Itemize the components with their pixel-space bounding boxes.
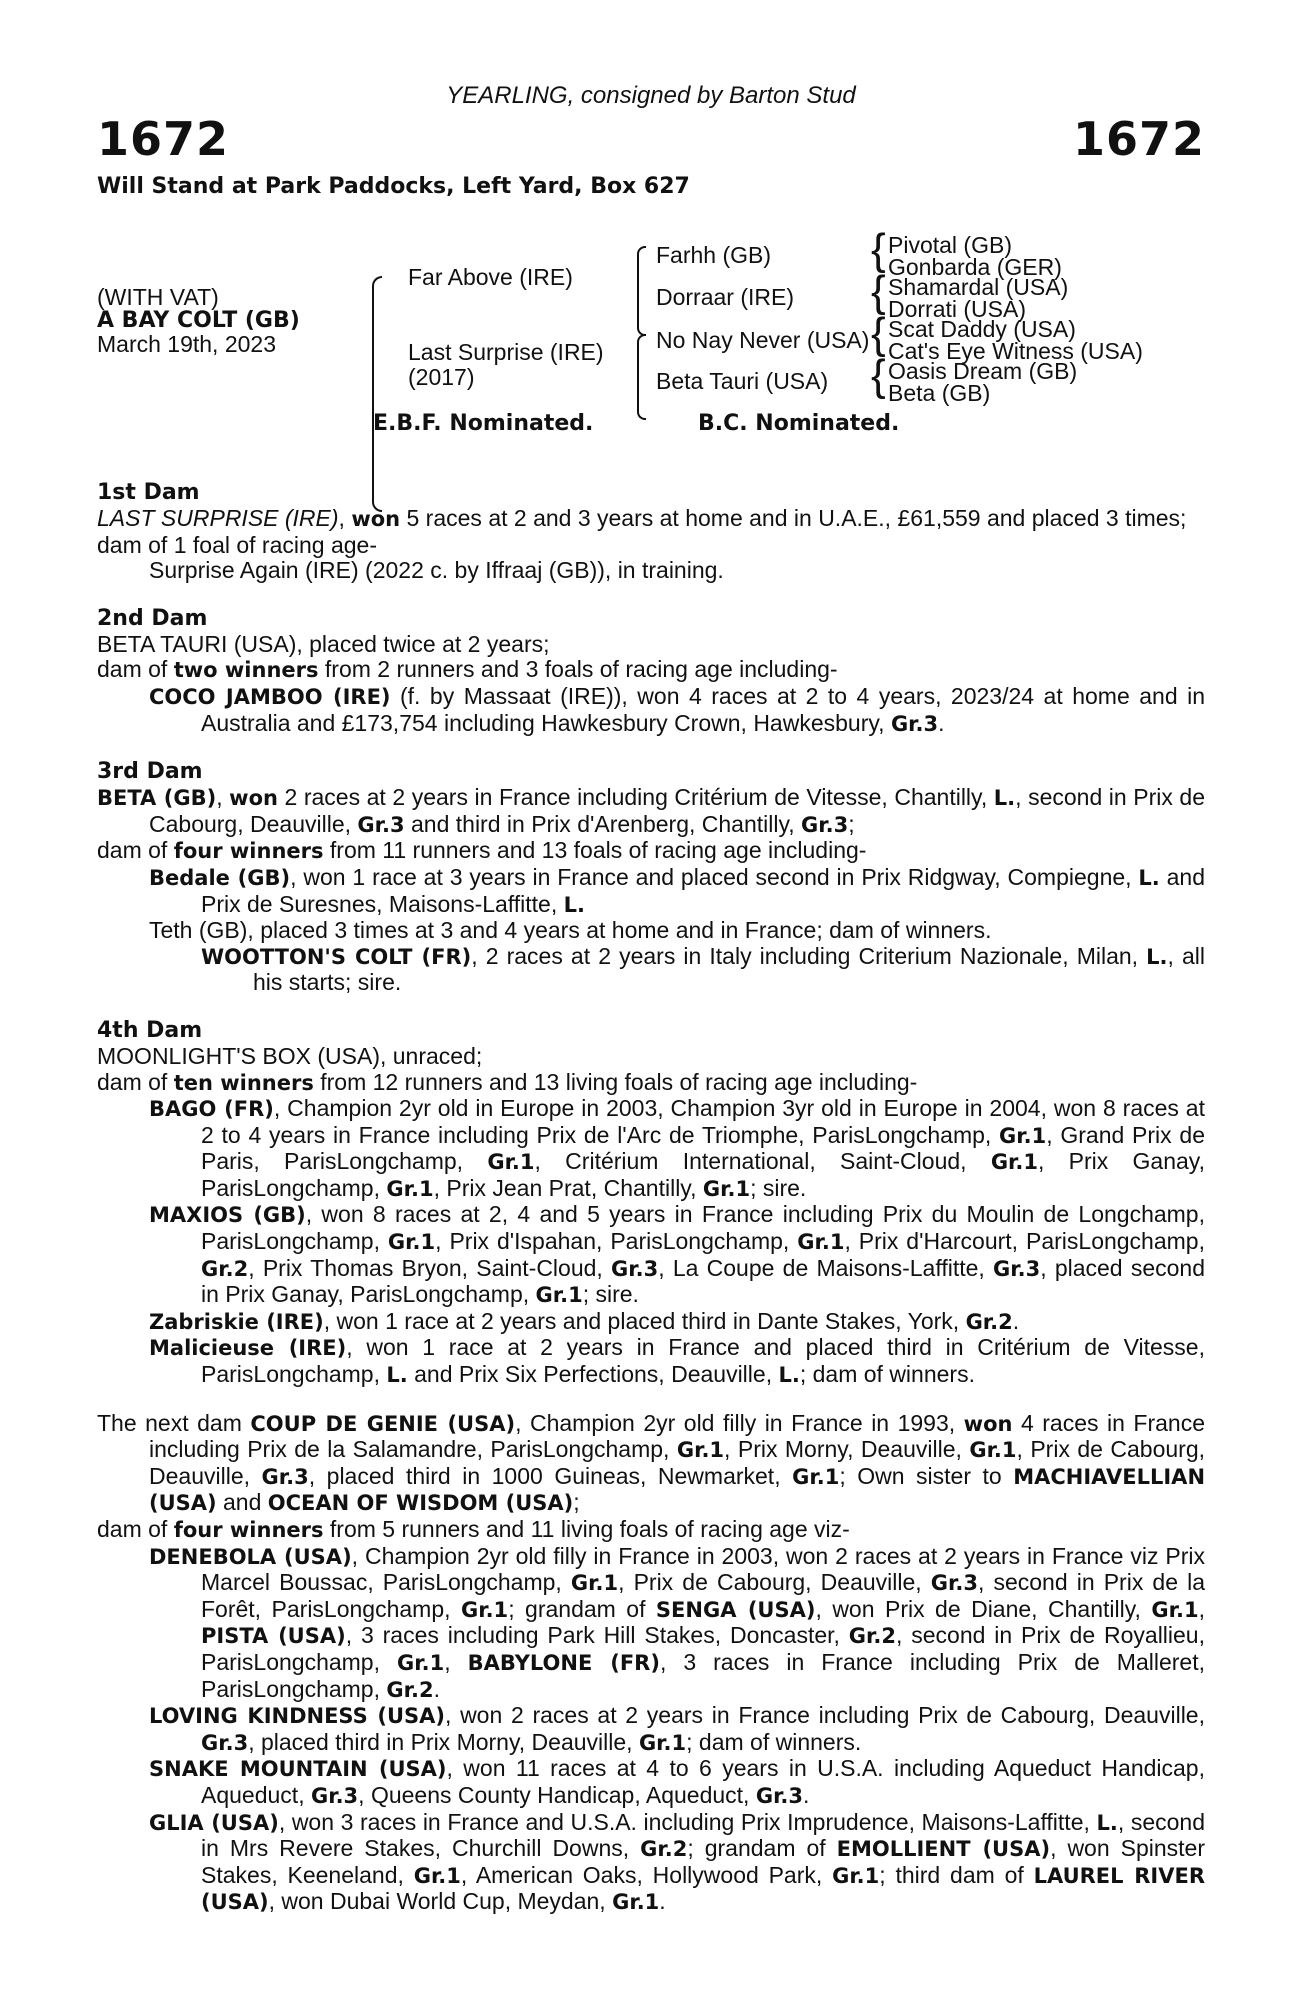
progeny-entry: GLIA (USA), won 3 races in France and U.S.A. including Prix Imprudence, Maisons-Laffitte, L., second in Mrs Revere Stakes, Churchill Downs, Gr.2; grandam of EMOLLIENT (USA), won Spinster Stakes, Keeneland, Gr.1, American Oaks, Hollywood Park, Gr.1; third dam of LAUREL RIVER (USA), won Dubai World Cup, Meydan, Gr.1. — [149, 1808, 1205, 1915]
consignor-line: YEARLING, consigned by Barton Stud — [446, 82, 856, 109]
curly-brace-3: { — [871, 309, 886, 358]
section-heading: 3rd Dam — [97, 759, 203, 785]
progeny-entry: SNAKE MOUNTAIN (USA), won 11 races at 4 to 6 years in U.S.A. including Aqueduct Handicap, Aqueduct, Gr.3, Queens County Handicap, Aqueduct, Gr.3. — [149, 1755, 1205, 1808]
curly-brace-4: { — [871, 351, 886, 400]
dam-of-line: dam of four winners from 11 runners and 13 foals of racing age including- — [97, 837, 867, 864]
dam-dam-dam: Beta (GB) — [888, 380, 991, 406]
foaling-date: March 19th, 2023 — [97, 331, 277, 357]
dam-of-line: dam of 1 foal of racing age- — [97, 531, 377, 558]
second-dam-record: BETA TAURI (USA), placed twice at 2 years; — [97, 630, 550, 657]
section-heading: 2nd Dam — [97, 605, 208, 631]
progeny-entry: LOVING KINDNESS (USA), won 2 races at 2 years in France including Prix de Cabourg, Deauville, Gr.3, placed third in Prix Morny, Deauville, Gr.1; dam of winners. — [149, 1702, 1205, 1755]
dam-of-line: dam of two winners from 2 runners and 3 foals of racing age including- — [97, 656, 838, 683]
third-dam-record: BETA (GB), won 2 races at 2 years in France including Critérium de Vitesse, Chantilly, L., second in Prix de Cabourg, Deauville, Gr.3 and third in Prix d'Arenberg, Chantilly, Gr.3; — [97, 784, 1205, 837]
dam-record: 5 races at 2 and 3 years at home and in U.A.E., £61,559 and placed 3 times; — [400, 505, 1187, 531]
dam-of-line: dam of four winners from 5 runners and 11 living foals of racing age viz- — [97, 1516, 850, 1542]
sire-name: Far Above (IRE) — [408, 264, 573, 290]
lot-number-right: 1672 — [1072, 112, 1205, 166]
sire-dam-sire: Shamardal (USA) — [888, 274, 1069, 300]
first-dam-record: LAST SURPRISE (IRE), won 5 races at 2 and 3 years at home and in U.A.E., £61,559 and placed 3 times; — [97, 505, 1187, 531]
grand-progeny-entry: WOOTTON'S COLT (FR), 2 races at 2 years in Italy including Criterium Nazionale, Milan, L., all his starts; sire. — [201, 942, 1205, 996]
pedigree-table — [97, 196, 1205, 516]
progeny-entry: COCO JAMBOO (IRE) (f. by Massaat (IRE)), won 4 races at 2 to 4 years, 2023/24 at home and in Australia and £173,754 including Hawkesbury Crown, Hawkesbury, Gr.3. — [149, 682, 1205, 736]
sire-dam: Dorraar (IRE) — [656, 284, 795, 310]
dam-dam: Beta Tauri (USA) — [656, 368, 829, 394]
progeny-entry: Bedale (GB), won 1 race at 3 years in France and placed second in Prix Ridgway, Compiegne, L. and Prix de Suresnes, Maisons-Laffitte, L. — [149, 863, 1205, 917]
progeny-entry: BAGO (FR), Champion 2yr old in Europe in 2003, Champion 3yr old in Europe in 2004, won 8 races at 2 to 4 years in France including Prix de l'Arc de Triomphe, ParisLongchamp, Gr.1, Grand Prix de Paris, ParisLongchamp, Gr.1, Critérium International, Saint-Cloud, Gr.1, Prix Ganay, ParisLongchamp, Gr.1, Prix Jean Prat, Chantilly, Gr.1; sire. — [149, 1095, 1205, 1201]
next-dam-section — [97, 1411, 1205, 1916]
dam-year: (2017) — [408, 364, 475, 390]
fourth-dam-section — [97, 1018, 1205, 1389]
dam-brace — [637, 334, 646, 420]
sire-sire-dam: Gonbarda (GER) — [888, 254, 1062, 280]
main-brace — [372, 276, 382, 512]
section-heading: 4th Dam — [97, 1017, 203, 1043]
next-dam-record: The next dam COUP DE GENIE (USA), Champion 2yr old filly in France in 1993, won 4 races in France including Prix de la Salamandre, ParisLongchamp, Gr.1, Prix Morny, Deauville, Gr.1, Prix de Cabourg, Deauville, Gr.3, placed third in 1000 Guineas, Newmarket, Gr.1; Own sister to MACHIAVELLIAN (USA) and OCEAN OF WISDOM (USA); — [97, 1409, 1206, 1516]
progeny-entry: Malicieuse (IRE), won 1 race at 2 years in France and placed third in Critérium de Vitesse, ParisLongchamp, L. and Prix Six Perfections, Deauville, L.; dam of winners. — [149, 1334, 1205, 1388]
vat-note: (WITH VAT) — [97, 284, 219, 310]
progeny-entry: Surprise Again (IRE) (2022 c. by Iffraaj (GB)), in training. — [149, 557, 724, 584]
progeny-entry: Teth (GB), placed 3 times at 3 and 4 years at home and in France; dam of winners. — [149, 917, 992, 944]
sire-brace — [637, 246, 646, 336]
progeny-entry: Zabriskie (IRE), won 1 race at 2 years and placed third in Dante Stakes, York, Gr.2. — [149, 1307, 1020, 1334]
produce-record — [97, 480, 1205, 1938]
fourth-dam-record: MOONLIGHT'S BOX (USA), unraced; — [97, 1042, 483, 1069]
lot-number-left: 1672 — [97, 112, 230, 166]
third-dam-section — [97, 759, 1205, 996]
stand-location: Will Stand at Park Paddocks, Left Yard, Box 627 — [97, 174, 690, 199]
progeny-entry: MAXIOS (GB), won 8 races at 2, 4 and 5 years in France including Prix du Moulin de Longchamp, ParisLongchamp, Gr.1, Prix d'Ispahan, ParisLongchamp, Gr.1, Prix d'Harcourt, ParisLongchamp, Gr.2, Prix Thomas Bryon, Saint-Cloud, Gr.3, La Coupe de Maisons-Laffitte, Gr.3, placed second in Prix Ganay, ParisLongchamp, Gr.1; sire. — [149, 1201, 1205, 1308]
curly-brace-1: { — [871, 225, 886, 274]
progeny-entry: DENEBOLA (USA), Champion 2yr old filly in France in 2003, won 2 races at 2 years in France viz Prix Marcel Boussac, ParisLongchamp, Gr.1, Prix de Cabourg, Deauville, Gr.3, second in Prix de la Forêt, ParisLongchamp, Gr.1; grandam of SENGA (USA), won Prix de Diane, Chantilly, Gr.1, PISTA (USA), 3 races including Park Hill Stakes, Doncaster, Gr.2, second in Prix de Royallieu, ParisLongchamp, Gr.1, BABYLONE (FR), 3 races in France including Prix de Malleret, ParisLongchamp, Gr.2. — [149, 1542, 1206, 1702]
first-dam-section — [97, 480, 1205, 584]
sire-sire: Farhh (GB) — [656, 242, 772, 268]
dam-dam-sire: Oasis Dream (GB) — [888, 358, 1078, 384]
dam-name: LAST SURPRISE (IRE) — [97, 505, 339, 531]
dam-of-line: dam of ten winners from 12 runners and 13 living foals of racing age including- — [97, 1068, 918, 1095]
dam-name: Last Surprise (IRE) — [408, 339, 604, 365]
ebf-nomination: E.B.F. Nominated. — [373, 411, 594, 436]
dam-sire-sire: Scat Daddy (USA) — [888, 316, 1076, 342]
second-dam-section — [97, 606, 1205, 737]
dam-sire-dam: Cat's Eye Witness (USA) — [888, 338, 1143, 364]
section-heading: 1st Dam — [97, 480, 200, 505]
sire-sire-sire: Pivotal (GB) — [888, 232, 1012, 258]
horse-name: A BAY COLT (GB) — [97, 308, 300, 333]
dam-sire: No Nay Never (USA) — [656, 327, 870, 353]
curly-brace-2: { — [871, 267, 886, 316]
won-label: won — [351, 507, 401, 531]
sire-dam-dam: Dorrati (USA) — [888, 296, 1027, 322]
bc-nomination: B.C. Nominated. — [698, 411, 900, 436]
